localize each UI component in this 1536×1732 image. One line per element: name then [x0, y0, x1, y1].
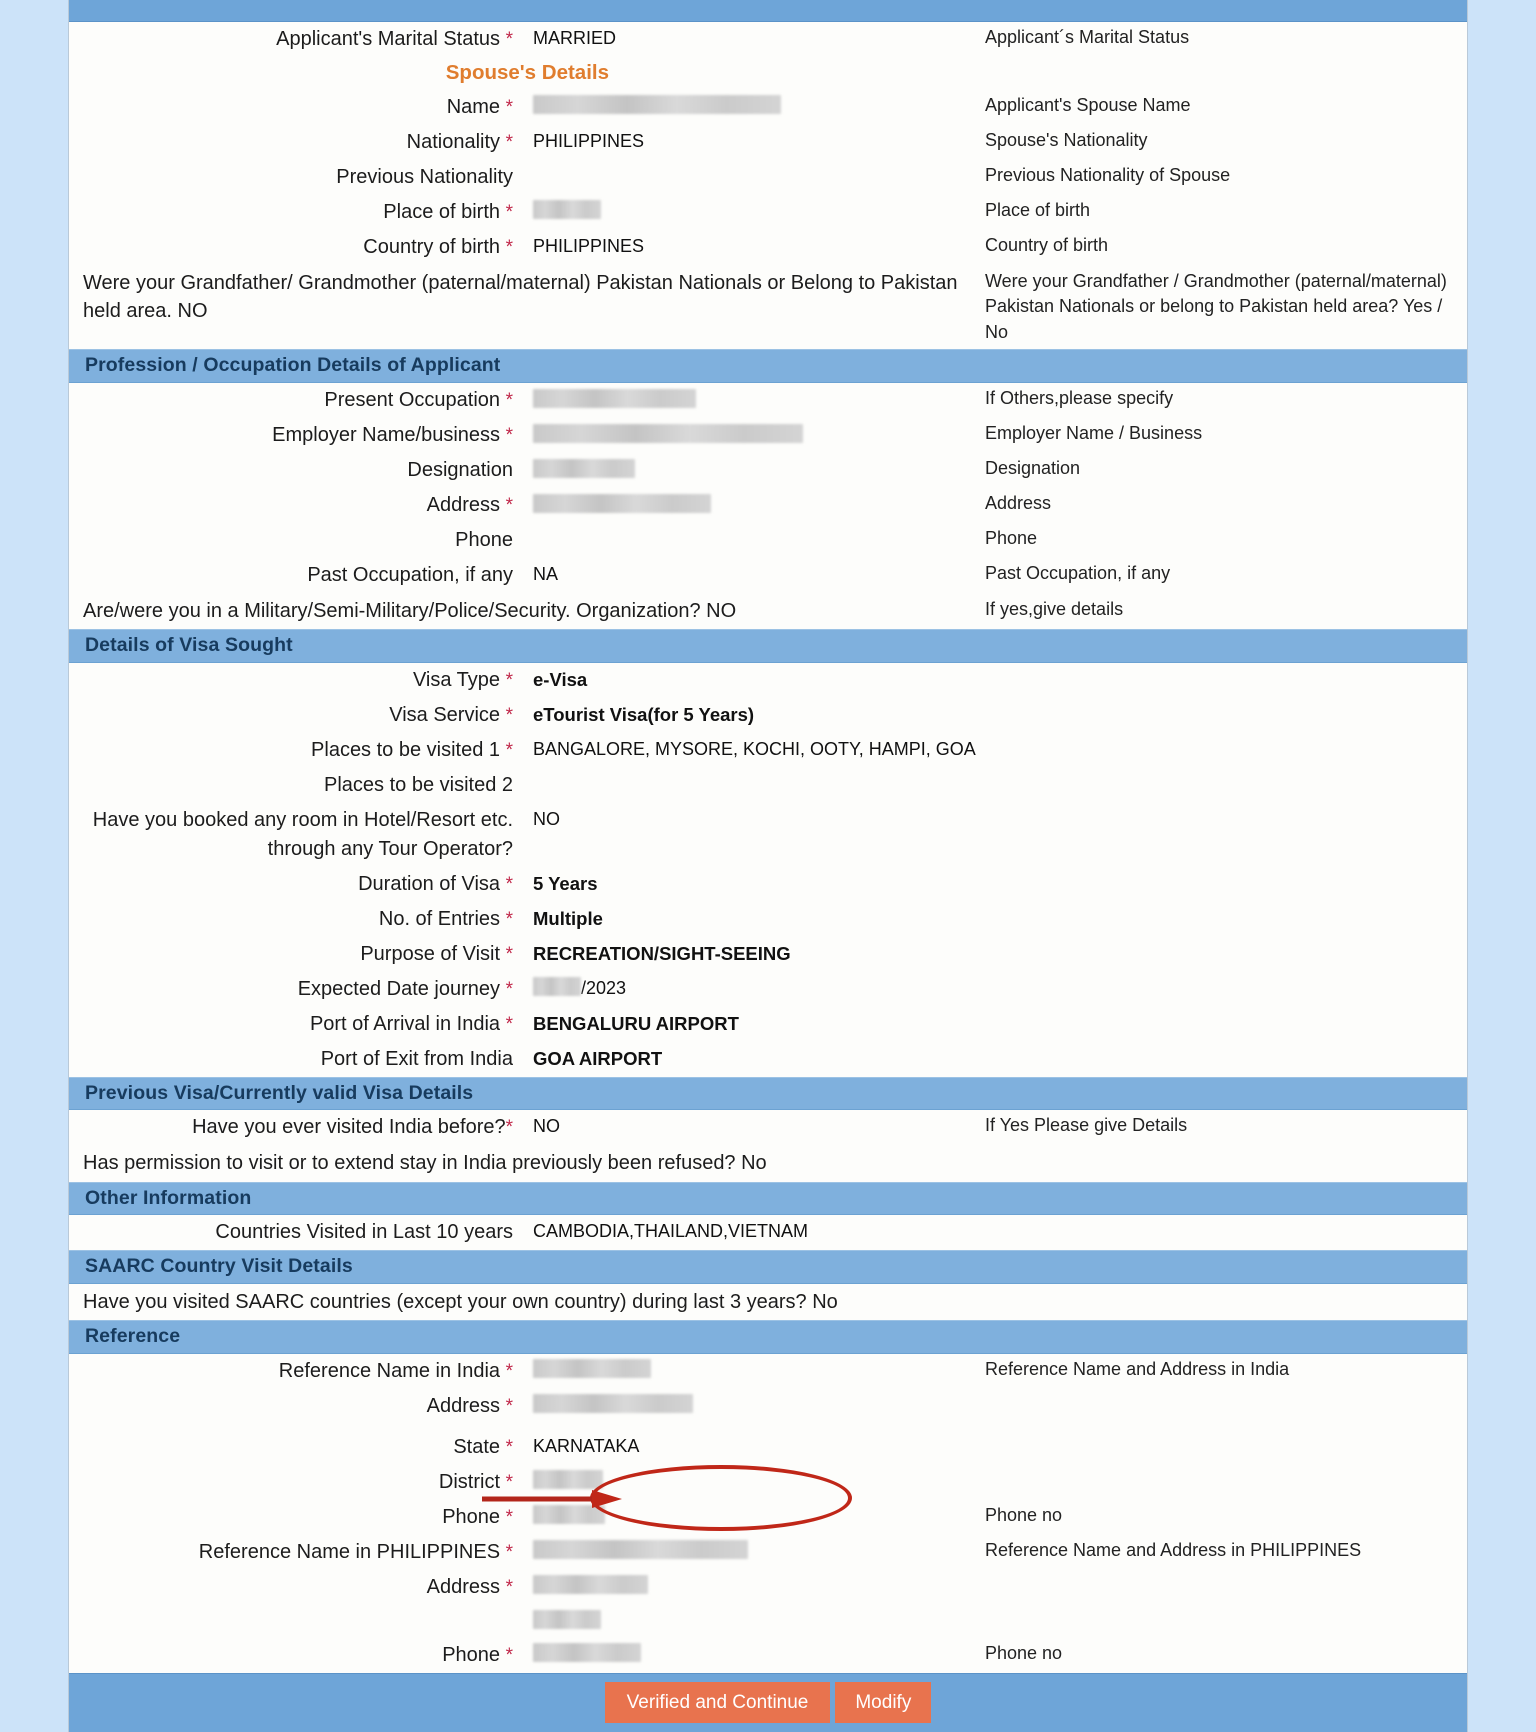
redacted-value [533, 424, 803, 443]
spouse-field-label: Name * [446, 95, 513, 118]
visa-field-value: BENGALURU AIRPORT [533, 1012, 739, 1034]
required-star: * [505, 1013, 513, 1035]
visa-field-label: Places to be visited 2 [324, 773, 513, 796]
required-star: * [505, 669, 513, 691]
form-row [69, 663, 1467, 698]
redacted-value [533, 977, 581, 996]
required-star: * [505, 908, 513, 930]
spouse-field-help: Country of birth [985, 234, 1109, 255]
redacted-value [533, 494, 711, 513]
form-row [69, 90, 1467, 125]
profession-field-label: Phone [455, 528, 513, 551]
top-blue-band [69, 0, 1467, 22]
form-row [69, 1042, 1467, 1077]
visa-field-label: Port of Exit from India [320, 1047, 513, 1070]
spouse-field-help: Spouse's Nationality [985, 129, 1148, 150]
section-header-visa-sought: Details of Visa Sought [69, 629, 1467, 663]
form-row [69, 125, 1467, 160]
section-header-previous-visa: Previous Visa/Currently valid Visa Details [69, 1077, 1467, 1111]
form-row [69, 1570, 1467, 1605]
visa-field-label: Visa Service * [389, 703, 513, 726]
form-row [69, 160, 1467, 195]
form-row [69, 937, 1467, 972]
military-help: If yes,give details [985, 598, 1124, 619]
reference-field-label: Reference Name in India * [278, 1359, 513, 1382]
profession-field-label: Present Occupation * [324, 388, 513, 411]
spouse-details-subheading-row [69, 57, 1467, 90]
visited-india-value: NO [533, 1116, 560, 1137]
form-row [69, 1605, 1467, 1638]
profession-field-value [521, 421, 981, 448]
redacted-value [533, 1470, 603, 1489]
profession-field-value: NA [533, 563, 559, 584]
form-row [69, 453, 1467, 488]
profession-field-label: Address * [426, 493, 513, 516]
reference-field-label: Address * [426, 1394, 513, 1417]
form-row [69, 1500, 1467, 1535]
reference-rows [69, 1354, 1467, 1673]
marital-status-value: MARRIED [533, 28, 617, 48]
visa-field-label: Duration of Visa * [358, 872, 513, 895]
redacted-value [533, 1394, 693, 1413]
form-row [69, 1465, 1467, 1500]
visa-field-value: RECREATION/SIGHT-SEEING [533, 942, 791, 964]
section-header-saarc: SAARC Country Visit Details [69, 1250, 1467, 1284]
visa-field-label: No. of Entries * [378, 907, 513, 930]
spouse-details-rows [69, 90, 1467, 265]
spouse-field-value: PHILIPPINES [533, 130, 645, 151]
profession-field-label: Designation [407, 458, 513, 481]
visa-field-value: GOA AIRPORT [533, 1047, 663, 1069]
form-row [69, 972, 1467, 1007]
form-row [69, 1638, 1467, 1673]
profession-field-label: Employer Name/business * [272, 423, 513, 446]
visa-field-value: e-Visa [533, 668, 588, 690]
form-row [69, 698, 1467, 733]
form-row [69, 418, 1467, 453]
required-star: * [505, 389, 513, 411]
form-row [69, 230, 1467, 265]
countries-visited-label: Countries Visited in Last 10 years [215, 1221, 513, 1244]
spouse-field-value [521, 93, 981, 120]
required-star: * [505, 1395, 513, 1417]
profession-field-value [521, 386, 981, 413]
reference-field-value: KARNATAKA [533, 1435, 640, 1456]
required-star: * [505, 1644, 513, 1666]
spouse-field-label: Nationality * [406, 130, 513, 153]
required-star: * [505, 704, 513, 726]
form-row [69, 1389, 1467, 1424]
visa-field-label: Expected Date journey * [297, 977, 513, 1000]
form-row-saarc-statement [69, 1284, 1467, 1320]
visa-field-value: Multiple [533, 907, 603, 929]
visited-india-label: Have you ever visited India before?* [192, 1116, 513, 1139]
required-star: * [505, 236, 513, 258]
visa-field-value: BANGALORE, MYSORE, KOCHI, OOTY, HAMPI, GOA [533, 738, 976, 759]
redacted-value [533, 1505, 605, 1524]
reference-field-value [521, 1641, 981, 1668]
footer-action-bar [69, 1673, 1467, 1732]
form-row-permission-refused [69, 1145, 1467, 1181]
spouse-field-value [521, 198, 981, 225]
visa-field-label: Places to be visited 1 * [311, 738, 513, 761]
form-row [69, 1354, 1467, 1389]
marital-status-label: Applicant's Marital Status * [276, 28, 513, 50]
reference-field-help: Reference Name and Address in India [985, 1358, 1290, 1379]
required-star: * [505, 1360, 513, 1382]
form-row [69, 733, 1467, 768]
form-row [69, 195, 1467, 230]
visa-field-label: Purpose of Visit * [360, 942, 513, 965]
visa-field-value: 5 Years [533, 872, 598, 894]
reference-field-label: Address * [426, 1575, 513, 1598]
reference-field-value [521, 1357, 981, 1384]
form-row [69, 383, 1467, 418]
form-row [69, 867, 1467, 902]
section-header-other-information: Other Information [69, 1182, 1467, 1216]
visa-field-label: Port of Arrival in India * [309, 1012, 513, 1035]
reference-field-value [521, 1608, 981, 1635]
visited-india-help: If Yes Please give Details [985, 1115, 1188, 1136]
visa-field-value: /2023 [521, 975, 981, 1002]
form-row-countries-visited [69, 1215, 1467, 1250]
profession-field-value [521, 456, 981, 483]
profession-field-help: Phone [985, 527, 1038, 548]
required-star: * [505, 739, 513, 761]
required-star: * [505, 1471, 513, 1493]
reference-field-label: State * [453, 1435, 513, 1458]
form-row [69, 1535, 1467, 1570]
redacted-value [533, 1610, 601, 1629]
profession-field-value [521, 491, 981, 518]
profession-field-help: Designation [985, 457, 1081, 478]
visa-field-value: NO [533, 808, 560, 829]
form-row [69, 1430, 1467, 1465]
form-row [69, 768, 1467, 803]
redacted-value [533, 1540, 748, 1559]
redacted-value [533, 459, 635, 478]
required-star: * [505, 494, 513, 516]
profession-field-help: If Others,please specify [985, 387, 1174, 408]
saarc-statement: Have you visited SAARC countries (except your own country) during last 3 years? No [83, 1290, 838, 1313]
spouse-field-help: Place of birth [985, 199, 1091, 220]
visa-field-value: eTourist Visa(for 5 Years) [533, 703, 755, 725]
verified-and-continue-button[interactable]: Verified and Continue [605, 1682, 831, 1723]
marital-status-help: Applicant´s Marital Status [985, 27, 1190, 47]
form-row-military [69, 593, 1467, 629]
visa-application-review-panel [68, 0, 1468, 1732]
required-star: * [505, 1506, 513, 1528]
section-header-reference: Reference [69, 1320, 1467, 1354]
form-row [69, 803, 1467, 867]
required-star: * [505, 424, 513, 446]
reference-field-label: Phone * [442, 1643, 513, 1666]
visa-field-label: Have you booked any room in Hotel/Resort etc. through any Tour Operator? [92, 808, 513, 860]
redacted-value [533, 95, 781, 114]
required-star: * [505, 943, 513, 965]
form-row [69, 1007, 1467, 1042]
redacted-value [533, 389, 696, 408]
redacted-value [533, 1575, 648, 1594]
redacted-value [533, 1359, 651, 1378]
required-star: * [505, 201, 513, 223]
spouse-details-subheading: Spouse's Details [445, 61, 609, 84]
reference-field-help: Reference Name and Address in PHILIPPINES [985, 1539, 1362, 1560]
spouse-field-label: Place of birth * [383, 200, 513, 223]
pakistan-statement: Were your Grandfather/ Grandmother (paternal/maternal) Pakistan Nationals or Belong to Pakistan held area. NO [83, 271, 958, 323]
reference-field-help: Phone no [985, 1504, 1063, 1525]
required-star: * [505, 96, 513, 118]
reference-field-value [521, 1538, 981, 1565]
pakistan-help: Were your Grandfather / Grandmother (paternal/maternal) Pakistan Nationals or belong to Pakistan held area? Yes / No [985, 270, 1447, 342]
form-row-marital-status [69, 22, 1467, 57]
section-header-profession: Profession / Occupation Details of Applicant [69, 349, 1467, 383]
reference-field-help: Phone no [985, 1642, 1063, 1663]
redacted-value [533, 1643, 641, 1662]
form-row-pakistan-nationals [69, 265, 1467, 350]
redacted-value [533, 200, 601, 219]
profession-rows [69, 383, 1467, 593]
reference-field-value [521, 1503, 981, 1530]
spouse-field-value: PHILIPPINES [533, 235, 645, 256]
military-statement: Are/were you in a Military/Semi-Military/Police/Security. Organization? NO [83, 599, 737, 622]
required-star: * [505, 1541, 513, 1563]
required-star: * [505, 1436, 513, 1458]
reference-field-label: District * [438, 1470, 513, 1493]
profession-field-label: Past Occupation, if any [307, 563, 513, 586]
spouse-field-label: Previous Nationality [336, 165, 513, 188]
form-row [69, 523, 1467, 558]
profession-field-help: Past Occupation, if any [985, 562, 1171, 583]
required-star: * [505, 1576, 513, 1598]
reference-field-value [521, 1392, 981, 1419]
modify-button[interactable]: Modify [835, 1682, 931, 1723]
required-star: * [505, 873, 513, 895]
form-row [69, 488, 1467, 523]
visa-sought-rows [69, 663, 1467, 1077]
form-row [69, 902, 1467, 937]
spouse-field-label: Country of birth * [363, 235, 513, 258]
form-row [69, 558, 1467, 593]
reference-field-label: Phone * [442, 1505, 513, 1528]
form-row-visited-india [69, 1110, 1467, 1145]
spouse-field-help: Applicant's Spouse Name [985, 94, 1191, 115]
reference-field-value [521, 1573, 981, 1600]
profession-field-help: Employer Name / Business [985, 422, 1203, 443]
profession-field-help: Address [985, 492, 1052, 513]
required-star: * [505, 1117, 513, 1139]
permission-refused-statement: Has permission to visit or to extend stay in India previously been refused? No [83, 1152, 767, 1175]
required-star: * [505, 978, 513, 1000]
reference-field-value [521, 1468, 981, 1495]
countries-visited-value: CAMBODIA,THAILAND,VIETNAM [533, 1221, 809, 1242]
required-star: * [505, 29, 513, 50]
visa-field-label: Visa Type * [412, 668, 513, 691]
required-star: * [505, 131, 513, 153]
reference-field-label: Reference Name in PHILIPPINES * [198, 1540, 513, 1563]
spouse-field-help: Previous Nationality of Spouse [985, 164, 1231, 185]
